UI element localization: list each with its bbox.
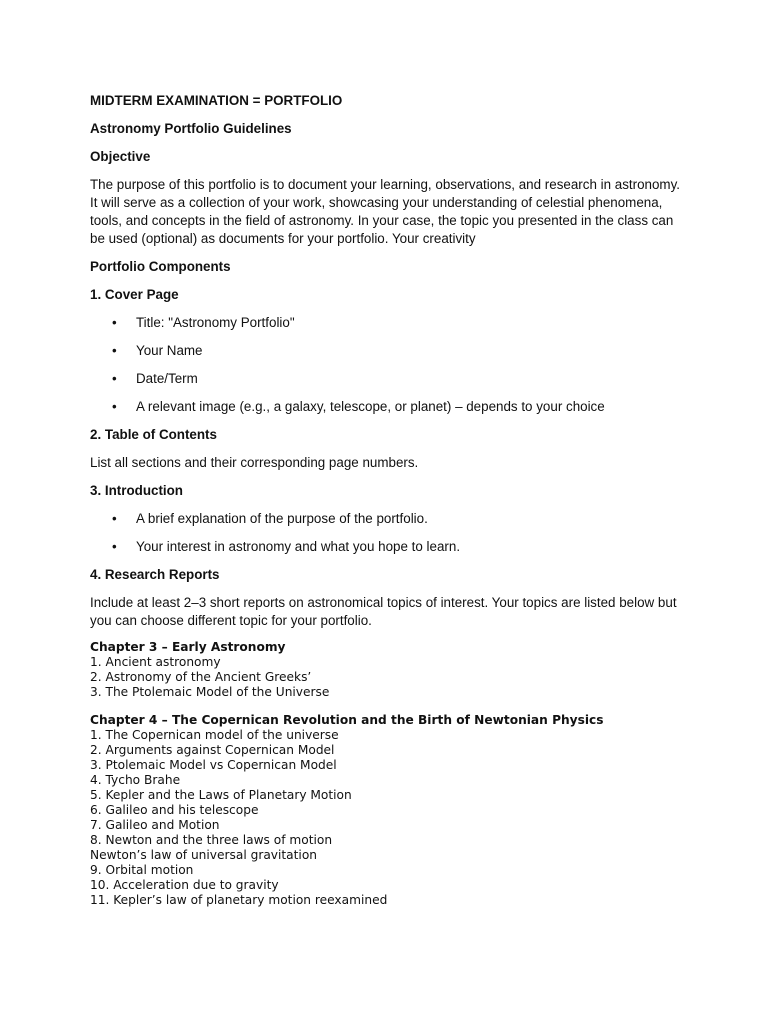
list-item: 10. Acceleration due to gravity (90, 878, 279, 892)
list-item: 5. Kepler and the Laws of Planetary Motion (90, 788, 352, 802)
introduction-heading: 3. Introduction (90, 483, 183, 498)
list-item: 4. Tycho Brahe (90, 773, 181, 787)
list-item: 2. Arguments against Copernican Model (90, 743, 335, 757)
toc-heading: 2. Table of Contents (90, 427, 217, 442)
list-item: 2. Astronomy of the Ancient Greeks’ (90, 670, 312, 684)
list-item: 9. Orbital motion (90, 863, 194, 877)
list-item: 3. The Ptolemaic Model of the Universe (90, 685, 330, 699)
document-title: MIDTERM EXAMINATION = PORTFOLIO (90, 93, 343, 108)
list-item: • Your Name (90, 342, 690, 360)
list-item: 1. The Copernican model of the universe (90, 728, 339, 742)
document-subtitle: Astronomy Portfolio Guidelines (90, 121, 292, 136)
document-page (90, 92, 690, 921)
components-heading: Portfolio Components (90, 259, 231, 274)
list-item: Newton’s law of universal gravitation (90, 848, 317, 862)
chapter-4-block (90, 713, 690, 908)
introduction-list (90, 510, 690, 556)
list-item: 7. Galileo and Motion (90, 818, 220, 832)
cover-page-list (90, 314, 690, 416)
list-item: • Your interest in astronomy and what you hope to learn. (90, 538, 690, 556)
chapter-3-block (90, 640, 690, 700)
toc-paragraph: List all sections and their corresponding page numbers. (90, 455, 419, 470)
research-reports-heading: 4. Research Reports (90, 567, 220, 582)
list-item: • A relevant image (e.g., a galaxy, telescope, or planet) – depends to your choice (90, 398, 690, 416)
list-item: 6. Galileo and his telescope (90, 803, 259, 817)
list-item: • A brief explanation of the purpose of the portfolio. (90, 510, 690, 528)
objective-paragraph: The purpose of this portfolio is to document your learning, observations, and research in astronomy. It will serve as a collection of your work, showcasing your understanding of celestial phenomena, tools, and concepts in the field of astronomy. In your case, the topic you presented in the class can be used (optional) as documents for your portfolio. Your creativity (90, 177, 680, 246)
research-reports-paragraph: Include at least 2–3 short reports on astronomical topics of interest. Your topics are listed below but you can choose different topic for your portfolio. (90, 595, 677, 628)
list-item: 3. Ptolemaic Model vs Copernican Model (90, 758, 337, 772)
objective-heading: Objective (90, 149, 151, 164)
chapter-3-title: Chapter 3 – Early Astronomy (90, 640, 286, 654)
chapter-4-title: Chapter 4 – The Copernican Revolution and the Birth of Newtonian Physics (90, 713, 604, 727)
list-item: 11. Kepler’s law of planetary motion reexamined (90, 893, 388, 907)
cover-page-heading: 1. Cover Page (90, 287, 179, 302)
list-item: • Title: "Astronomy Portfolio" (90, 314, 690, 332)
list-item: 1. Ancient astronomy (90, 655, 221, 669)
list-item: • Date/Term (90, 370, 690, 388)
list-item: 8. Newton and the three laws of motion (90, 833, 333, 847)
